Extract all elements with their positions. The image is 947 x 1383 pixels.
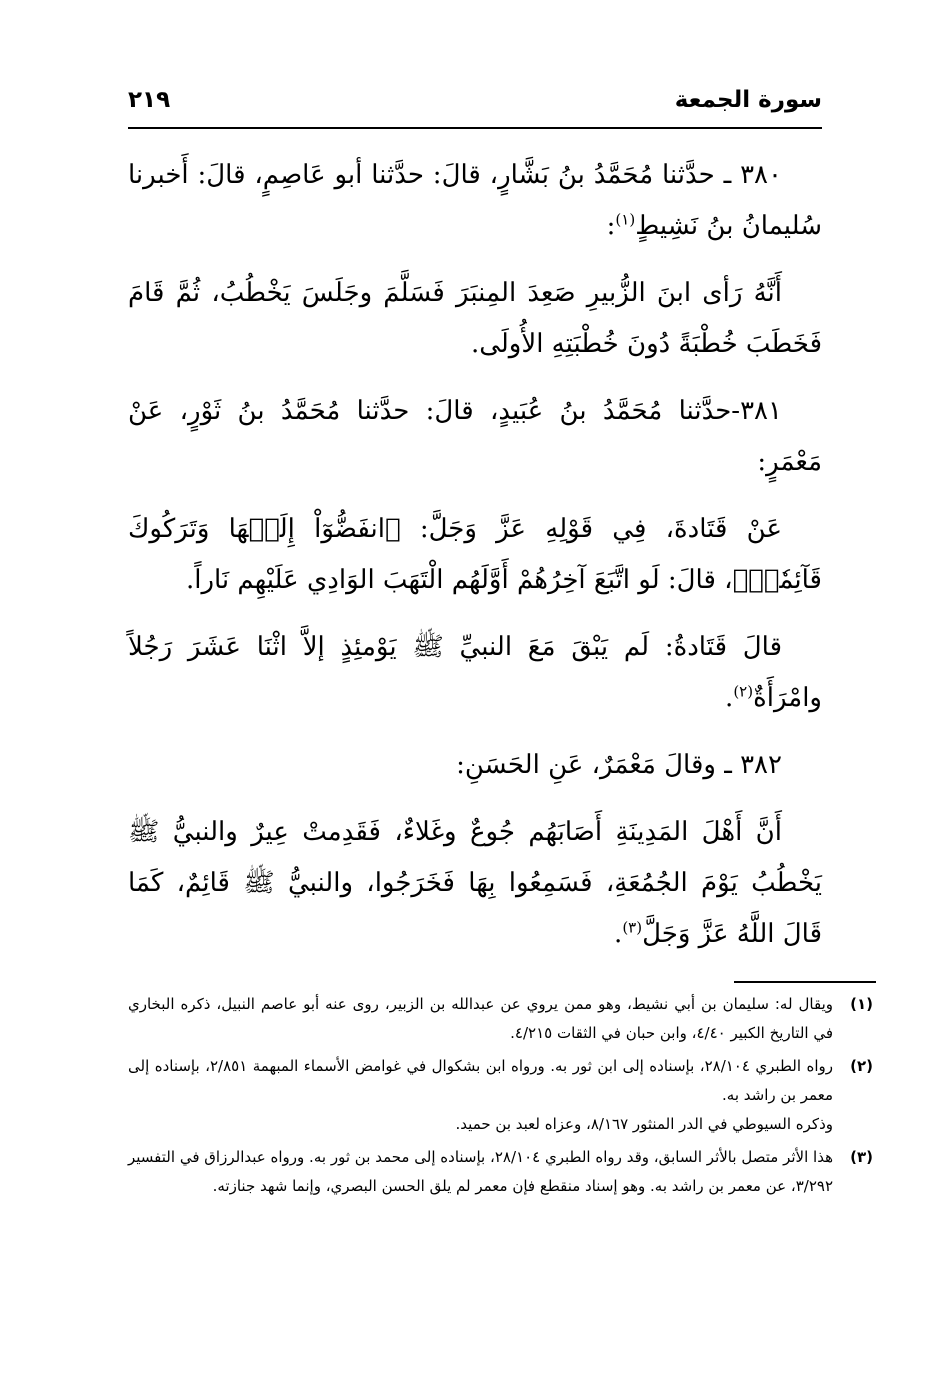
hadith-382-matn-end: . (614, 919, 623, 949)
hadith-380-isnad-end: : (606, 211, 616, 241)
hadith-381-qatada-end: . (725, 683, 734, 713)
footnote-ref-3: (٣) (622, 918, 643, 937)
surah-title: سورة الجمعة (674, 87, 822, 113)
footnote-body (128, 1052, 833, 1139)
main-text (128, 150, 822, 976)
hadith-382-isnad: ٣٨٢ ـ وقالَ مَعْمَرٌ، عَنِ الحَسَنِ: (456, 750, 782, 780)
footnote-ref-1: (١) (615, 210, 636, 229)
footnote-text: ويقال له: سليمان بن أبي نشيط، وهو ممن يروي عن عبدالله بن الزبير، روى عنه أبو عاصم النبيل، ذكره البخاري في التاريخ الكبير ٤/٤٠، وابن حبان في الثقات ٤/٢١٥. (128, 995, 833, 1042)
hadith-382-matn-text: أَنَّ أَهْلَ المَدِينَةِ أَصَابَهُم جُوعٌ وغَلاءٌ، فَقَدِمتْ عِيرٌ والنبيُّ ﷺ يَخْطُبُ يَوْمَ الجُمُعَةِ، فَسَمِعُوا بِهَا فَخَرَجُوا، والنبيُّ ﷺ قَائِمٌ، كَمَا قَالَ اللَّهُ عَزَّ وَجَلَّ (128, 817, 822, 949)
hadith-381-qatada-text: قالَ قَتَادةُ: لَم يَبْقَ مَعَ النبيِّ ﷺ يَوْمئِذٍ إلاَّ اثْنَا عَشَرَ رَجُلاً وامْرَأَةٌ (128, 632, 822, 713)
hadith-381-qatada (128, 622, 822, 724)
footnote-ref-2: (٢) (733, 682, 754, 701)
footnote-3 (128, 1143, 873, 1201)
footnote-text: هذا الأثر متصل بالأثر السابق، وقد رواه الطبري ٢٨/١٠٤، بإسناده إلى محمد بن ثور به. ورواه عبدالرزاق في التفسير ٣/٢٩٢، عن معمر بن راشد به. وهو إسناد منقطع فإن معمر لم يلق الحسن البصري، وإنما شهد جنازته. (128, 1148, 833, 1195)
hadith-382-matn (128, 807, 822, 960)
footnote-separator (734, 981, 876, 983)
footnote-number: (١) (850, 995, 873, 1013)
hadith-380-isnad (128, 150, 822, 252)
footnotes (128, 990, 873, 1205)
footnote-1 (128, 990, 873, 1048)
hadith-380-isnad-text: ٣٨٠ ـ حدَّثنا مُحَمَّدُ بنُ بَشَّارٍ، قالَ: حدَّثنا أبو عَاصِمٍ، قالَ: أَخبرنا سُليمانُ بنُ نَشِيطٍ (128, 160, 822, 241)
hadith-381-matn: عَنْ قَتَادةَ، فِي قَوْلِهِ عَزَّ وَجَلَّ: ﴿انفَضُّوٓاْ إِلَيۡهَا وَتَرَكُوكَ قَآئِمٗاۚ﴾، قالَ: لَو اتَّبَعَ آخِرُهُمْ أَوَّلَهُم الْتَهَبَ الوَادِي عَلَيْهِم نَاراً. (128, 514, 822, 595)
hadith-380-matn: أَنَّهُ رَأى ابنَ الزُّبيرِ صَعِدَ المِنبَرَ فَسَلَّمَ وجَلَسَ يَخْطُبُ، ثُمَّ قَامَ فَخَطَبَ خُطْبَةً دُونَ خُطْبَتِهِ الأُولَى. (128, 278, 822, 359)
footnote-number: (٢) (850, 1057, 873, 1075)
header-rule (128, 127, 822, 129)
running-header (128, 85, 822, 125)
footnote-text: وذكره السيوطي في الدر المنثور ٨/١٦٧، وعزاه لعبد بن حميد. (455, 1115, 833, 1133)
footnote-number: (٣) (850, 1148, 873, 1166)
footnote-text: رواه الطبري ٢٨/١٠٤، بإسناده إلى ابن ثور به. ورواه ابن بشكوال في غوامض الأسماء المبهمة ٢/٨٥١، بإسناده إلى معمر بن راشد به. (128, 1057, 833, 1104)
page-number: ٢١٩ (128, 87, 171, 113)
footnote-2 (128, 1052, 873, 1139)
hadith-381-isnad: ٣٨١-حدَّثنا مُحَمَّدُ بنُ عُبَيدٍ، قالَ: حدَّثنا مُحَمَّدُ بنُ ثَوْرٍ، عَنْ مَعْمَرٍ: (128, 396, 822, 477)
footnote-body (128, 1143, 833, 1201)
footnote-body (128, 990, 833, 1048)
